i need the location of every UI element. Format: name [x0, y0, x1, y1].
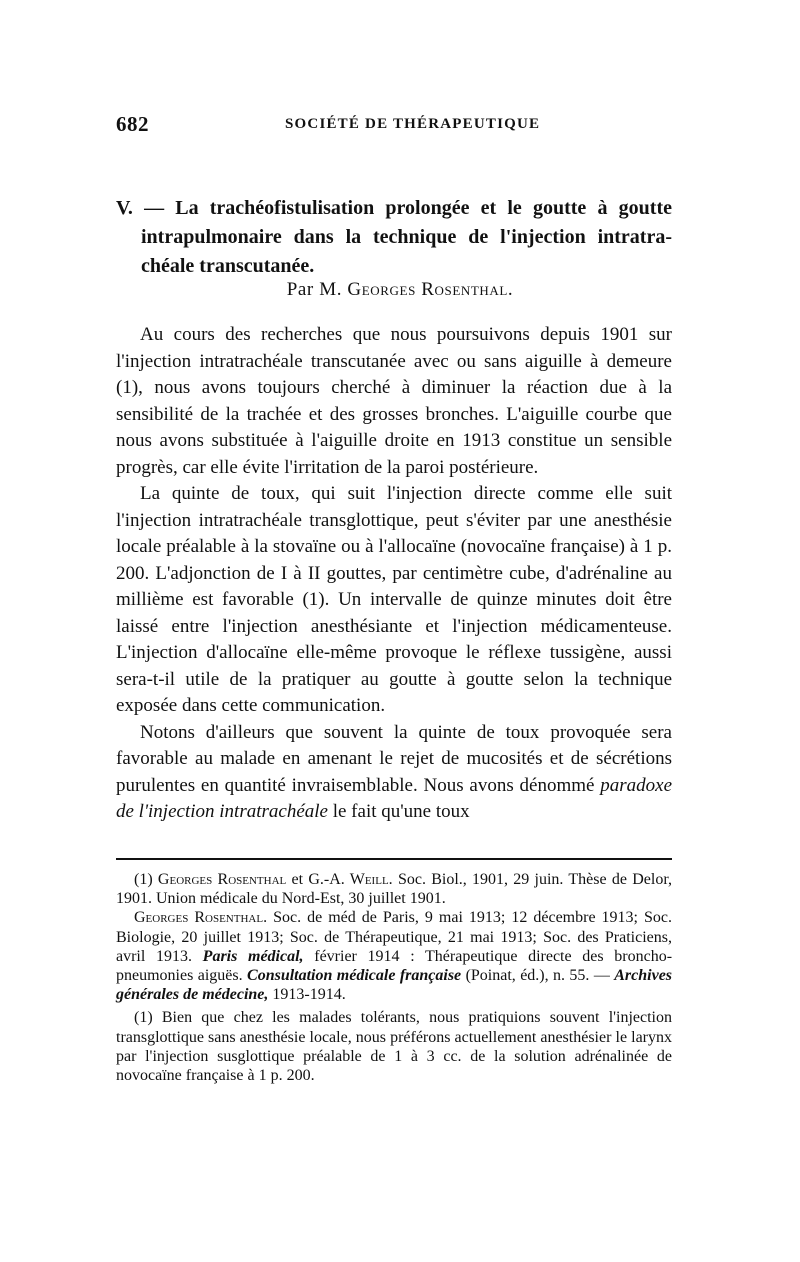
footnote-author: Georges Rosenthal [157, 871, 287, 888]
footnote-text: février 1914 : Thérapeutique directe des broncho-pneumonies aiguës. [116, 947, 673, 985]
footnote-journal: Paris médical, [202, 947, 304, 965]
article-numeral: V. [116, 197, 133, 219]
byline-prefix: Par [286, 279, 314, 300]
paragraph: La quinte de toux, qui suit l'injection directe comme elle suit l'injection intratrachéale transglottique, peut s'éviter par une anesthésie locale préalable à la stovaïne ou à l'allocaïne (novocaïne française) à 1 p. 200. L'adjonction de I à II gouttes, par centimètre cube, d'adrénaline au millième est favorable (1). Un intervalle de quinze minutes doit être laissé entre l'injection anesthésiante et l'injection médicamenteuse. L'injection d'allocaïne elle-même provoque le réflexe tussigène, aussi sera-t-il utile de la pratiquer au goutte à goutte selon la technique exposée dans cette communication. [116, 483, 672, 716]
footnote-text: Bien que chez les malades tolérants, nous pratiquions souvent l'injection transglottique sans anesthésie locale, nous préférons actuellement anesthésier le larynx par l'injection susglottique préalable de 1 à 3 cc. de la solution adrénalinée de novocaïne française à 1 p. 200. [116, 1009, 673, 1085]
byline-title: M. [319, 279, 343, 300]
footnote [116, 870, 672, 908]
paragraph [116, 720, 672, 826]
footnote-author: Georges Rosenthal. [134, 909, 268, 927]
footnote-text: (Poinat, éd.), n. 55. — [465, 967, 610, 985]
emphasis-term: paradoxe de l'injection intratrachéale [116, 774, 673, 822]
footnote-text: et [291, 871, 304, 888]
footnotes [116, 870, 672, 1085]
running-head: SOCIÉTÉ DE THÉRAPEUTIQUE [285, 116, 541, 132]
footnote-continuation [116, 908, 672, 1004]
byline-author: Georges Rosenthal. [347, 279, 514, 300]
article-title [116, 194, 672, 281]
footnote-marker: (1) [134, 1009, 153, 1027]
footnote [116, 1008, 672, 1085]
article-title-text: — La trachéofistulisation prolongée et le goutte à goutte intrapulmonaire dans la technique de l'injection intratra-chéale transcutanée. [141, 197, 672, 277]
footnote-text: 1913-1914. [272, 986, 346, 1004]
footnote-journal: Archives générales de médecine, [116, 967, 673, 1004]
footnote-marker: (1) [134, 871, 153, 888]
footnote-text: Soc. de méd de Paris, 9 mai 1913; 12 décembre 1913; Soc. Biologie, 20 juillet 1913; Soc. de Thérapeutique, 21 mai 1913; Soc. des Praticiens, avril 1913. [116, 909, 673, 965]
footnote-text: Soc. Biol., 1901, 29 juin. Thèse de Delor, 1901. Union médicale du Nord-Est, 30 juillet 1901. [116, 871, 673, 908]
page-number: 682 [116, 112, 149, 136]
paragraph: Au cours des recherches que nous poursuivons depuis 1901 sur l'injection intratrachéale transcutanée avec ou sans aiguille à demeure (1), nous avons toujours cherché à diminuer la réaction due à la sensibilité de la trachée et des grosses bronches. L'aiguille courbe que nous avons substituée à l'aiguille droite en 1913 constitue un sensible progrès, car elle évite l'irritation de la paroi postérieure. [116, 324, 672, 478]
byline [0, 279, 800, 301]
footnote-author: G.-A. Weill. [308, 871, 393, 888]
body-text [116, 322, 672, 826]
footnote-rule [116, 858, 672, 860]
paragraph-text: le fait qu'une toux [332, 801, 470, 822]
footnote-journal: Consultation médicale française [247, 967, 462, 985]
paragraph-text: Notons d'ailleurs que souvent la quinte de toux provoquée sera favorable au malade en amenant le rejet de mucosités et de sécrétions purulentes en quantité invraisemblable. Nous avons dénommé [116, 721, 672, 796]
